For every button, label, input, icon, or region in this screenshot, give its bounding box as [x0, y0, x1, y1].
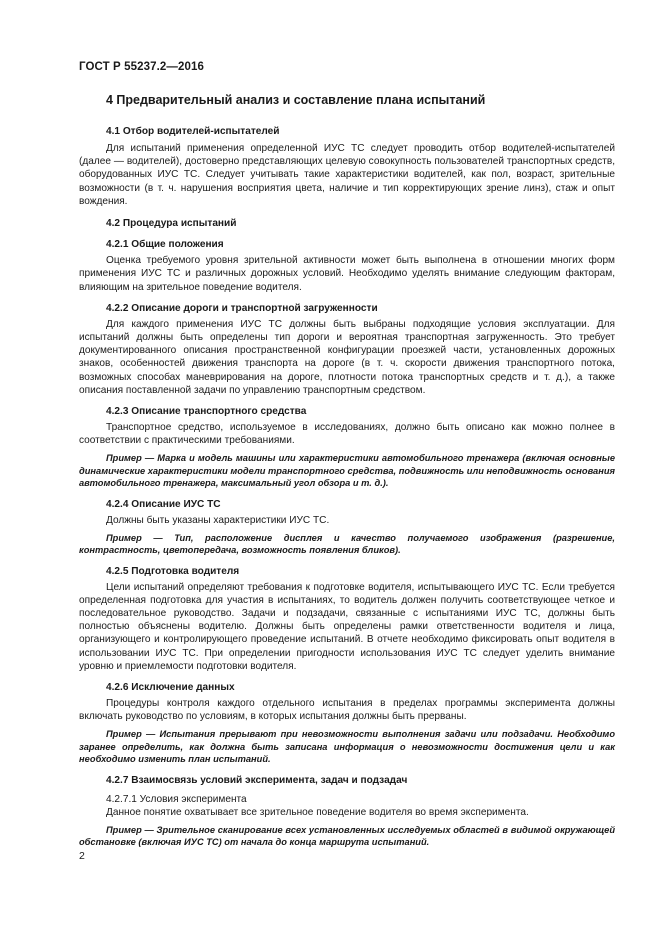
section-4-2-4-example: Пример — Тип, расположение дисплея и качество получаемого изображения (разрешение, контрастность, цветопередача, возможность появления бликов). [79, 532, 615, 556]
section-4-2-7-1-example: Пример — Зрительное сканирование всех установленных исследуемых областей в видимой окружающей обстановке (включая ИУС ТС) от начала до конца маршрута испытаний. [79, 825, 615, 848]
section-4-1-title: 4.1 Отбор водителей-испытателей [106, 126, 280, 137]
section-4-2-3-paragraph: Транспортное средство, используемое в исследованиях, должно быть описано как можно полнее в соответствии с практическими требованиями. [79, 421, 615, 447]
section-4-2-3-example: Пример — Марка и модель машины или характеристики автомобильного тренажера (включая основные динамические характеристики модели транспортного средства, подвижность или неподвижность основания автомобильного тренажера, максимальный угол обзора и т. д.). [79, 453, 615, 489]
page-number: 2 [79, 850, 85, 862]
section-4-2-7-title: 4.2.7 Взаимосвязь условий эксперимента, задач и подзадач [106, 774, 408, 786]
section-4-2-5-title: 4.2.5 Подготовка водителя [106, 565, 240, 577]
section-4-title: 4 Предварительный анализ и составление плана испытаний [106, 93, 486, 107]
section-4-2-7-1-title: 4.2.7.1 Условия эксперимента [106, 793, 247, 805]
section-4-2-5-paragraph: Цели испытаний определяют требования к подготовке водителя, испытывающего ИУС ТС. Если требуется определенная подготовка для участия в испытаниях, то водитель должен получить соответствующее четкое и последовательное руководство. Задачи и подзадачи, связанные с испытаниями ИУС ТС, должны быть полностью объяснены водителю. Должны быть определены рамки ответственности водителя и лица, организующего и контролирующего проведение испытаний. В отчете необходимо фиксировать опыт водителя в использовании ИУС ТС. При определении пригодности использования ИУС ТС следует уделить внимание уровню и приемлемости подготовки водителя. [79, 581, 615, 672]
section-4-2-4-title: 4.2.4 Описание ИУС ТС [106, 498, 221, 510]
section-4-2-1-paragraph: Оценка требуемого уровня зрительной активности может быть выполнена в отношении многих форм применения ИУС ТС и различных дорожных условий. Необходимо уделять внимание следующим факторам, влияющим на зрительное поведение водителя. [79, 255, 615, 293]
section-4-2-2-title: 4.2.2 Описание дороги и транспортной загруженности [106, 302, 378, 314]
section-4-1-paragraph: Для испытаний применения определенной ИУС ТС следует проводить отбор водителей-испытателей (далее — водителей), достоверно представляющих целевую совокупность пользователей транспортных средств, оборудованных ИУС ТС. Следует учитывать такие характеристики водителей, как пол, возраст, зрительные возможности (в т. ч. нарушения восприятия цвета, наличие и тип корректирующих зрение линз), стаж и опыт вождения. [79, 143, 615, 207]
section-4-2-title: 4.2 Процедура испытаний [106, 217, 237, 229]
section-4-2-1-title: 4.2.1 Общие положения [106, 239, 224, 251]
section-4-2-7-1-paragraph: Данное понятие охватывает все зрительное поведение водителя во время эксперимента. [106, 806, 529, 818]
section-4-2-3-title: 4.2.3 Описание транспортного средства [106, 405, 307, 417]
section-4-2-6-example: Пример — Испытания прерывают при невозможности выполнения задачи или подзадачи. Необходимо заранее определить, как должна быть записана информация о невозможности достижения цели и как необходимо изменить план испытаний. [79, 729, 615, 765]
document-header: ГОСТ Р 55237.2—2016 [79, 61, 204, 73]
section-4-2-6-paragraph: Процедуры контроля каждого отдельного испытания в пределах программы эксперимента должны включать руководство по условиям, в которых испытания должны быть прерваны. [79, 698, 615, 723]
section-4-2-6-title: 4.2.6 Исключение данных [106, 681, 235, 693]
page-content [79, 116, 615, 849]
section-4-2-4-paragraph: Должны быть указаны характеристики ИУС ТС. [106, 514, 330, 526]
section-4-2-2-paragraph: Для каждого применения ИУС ТС должны быть выбраны подходящие условия эксплуатации. Для испытаний должны быть определены тип дороги и вероятная транспортная загруженность. Это требует документированного описания пространственной конфигурации проезжей части, установленных дорожных знаков, особенностей движения транспорта на дороге (в т. ч. скорости движения транспортного потока, возможных способах маневрирования на дороге, плотности потока транспортных средств и т. д.), а также описания поставленной задачи по управлению транспортным средством. [79, 318, 615, 396]
